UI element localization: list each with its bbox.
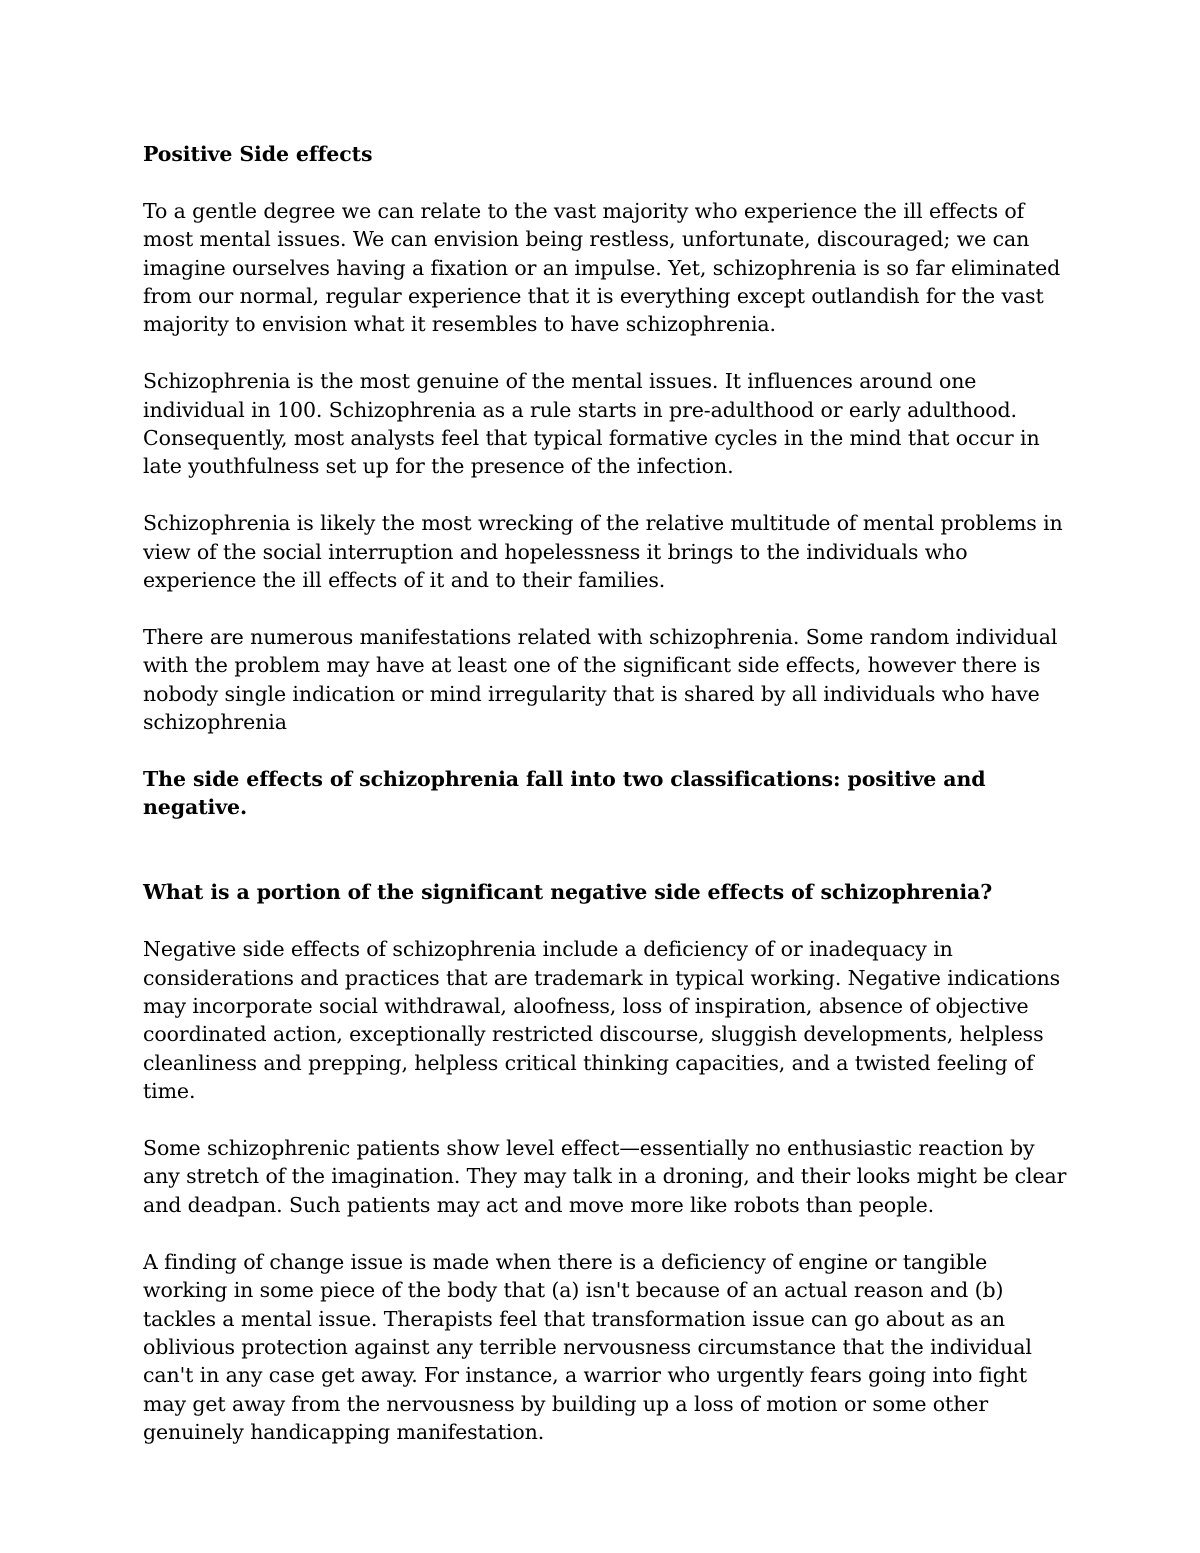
heading-classifications: The side effects of schizophrenia fall into two classifications: positive and negative.	[143, 766, 986, 820]
heading-positive-side-effects: Positive Side effects	[143, 142, 373, 166]
paragraph: To a gentle degree we can relate to the vast majority who experience the ill effects of most mental issues. We can envision being restless, unfortunate, discouraged; we can imagine ourselves having a fixation or an impulse. Yet, schizophrenia is so far eliminated from our normal, regular experience that it is everything except outlandish for the vast majority to envision what it resembles to have schizophrenia.	[143, 198, 1061, 337]
paragraph: Some schizophrenic patients show level effect—essentially no enthusiastic reaction by any stretch of the imagination. They may talk in a droning, and their looks might be clear and deadpan. Such patients may act and move more like robots than people.	[143, 1136, 1067, 1217]
paragraph: A finding of change issue is made when there is a deficiency of engine or tangible working in some piece of the body that (a) isn't because of an actual reason and (b) tackles a mental issue. Therapists feel that transformation issue can go about as an oblivious protection against any terrible nervousness circumstance that the individual can't in any case get away. For instance, a warrior who urgently fears going into fight may get away from the nervousness by building up a loss of motion or some other genuinely handicapping manifestation.	[143, 1249, 1032, 1445]
paragraph: Negative side effects of schizophrenia include a deficiency of or inadequacy in considerations and practices that are trademark in typical working. Negative indications may incorporate social withdrawal, aloofness, loss of inspiration, absence of objective coordinated action, exceptionally restricted discourse, sluggish developments, helpless cleanliness and prepping, helpless critical thinking capacities, and a twisted feeling of time.	[143, 937, 1061, 1104]
blank-line	[143, 850, 1068, 878]
paragraph: Schizophrenia is likely the most wrecking of the relative multitude of mental problems in view of the social interruption and hopelessness it brings to the individuals who experience the ill effects of it and to their families.	[143, 511, 1063, 593]
heading-negative-side-effects: What is a portion of the significant negative side effects of schizophrenia?	[143, 880, 993, 905]
paragraph: There are numerous manifestations related with schizophrenia. Some random individual with the problem may have at least one of the significant side effects, however there is nobody single indication or mind irregularity that is shared by all individuals who have schizophrenia	[143, 624, 1058, 735]
document-body	[143, 140, 1068, 1475]
paragraph: Schizophrenia is the most genuine of the mental issues. It influences around one individual in 100. Schizophrenia as a rule starts in pre-adulthood or early adulthood. Consequently, most analysts feel that typical formative cycles in the mind that occur in late youthfulness set up for the presence of the infection.	[143, 369, 1040, 479]
